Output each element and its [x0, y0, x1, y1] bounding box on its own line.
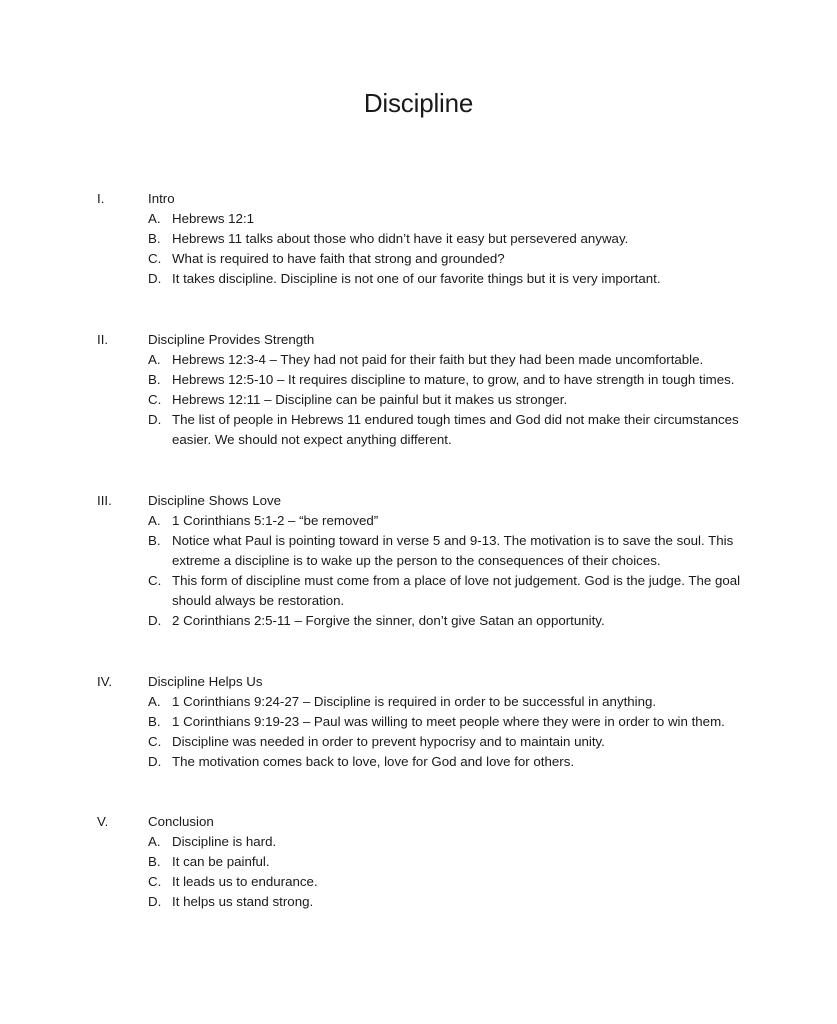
item-letter: B.	[148, 231, 161, 246]
section-heading: Intro	[148, 191, 175, 206]
item-text: 1 Corinthians 9:24-27 – Discipline is required in order to be successful in anything.	[172, 694, 657, 709]
item-letter: D.	[148, 412, 162, 427]
item-letter: B.	[148, 714, 161, 729]
item-text: Notice what Paul is pointing toward in verse 5 and 9-13. The motivation is to save the soul. This extreme a discipline is to wake up the person to the consequences of their choices.	[172, 533, 734, 568]
item-text: 1 Corinthians 9:19-23 – Paul was willing to meet people where they were in order to win them.	[172, 714, 725, 729]
item-letter: D.	[148, 613, 162, 628]
outline-item	[148, 209, 778, 229]
item-text: Hebrews 12:1	[172, 211, 255, 226]
item-text: This form of discipline must come from a place of love not judgement. God is the judge. The goal should always be restoration.	[172, 573, 741, 608]
item-letter: A.	[148, 834, 161, 849]
item-letter: C.	[148, 573, 162, 588]
outline-item	[148, 852, 778, 872]
outline-item	[148, 752, 778, 772]
section-numeral: III.	[97, 493, 112, 508]
outline-item	[148, 571, 778, 611]
item-letter: A.	[148, 352, 161, 367]
outline-item	[148, 872, 778, 892]
section-heading: Discipline Helps Us	[148, 674, 263, 689]
item-text: The list of people in Hebrews 11 endured tough times and God did not make their circumstances easier. We should not expect anything different.	[172, 412, 739, 447]
item-text: Hebrews 12:3-4 – They had not paid for their faith but they had been made uncomfortable.	[172, 352, 704, 367]
section-heading: Conclusion	[148, 814, 214, 829]
outline-item	[148, 269, 778, 289]
item-text: Hebrews 12:5-10 – It requires discipline to mature, to grow, and to have strength in tough times.	[172, 372, 735, 387]
item-text: Discipline is hard.	[172, 834, 277, 849]
section-heading: Discipline Shows Love	[148, 493, 282, 508]
outline-item	[148, 732, 778, 752]
section-items	[148, 692, 778, 772]
item-letter: C.	[148, 251, 162, 266]
item-letter: D.	[148, 271, 162, 286]
item-text: Hebrews 12:11 – Discipline can be painful but it makes us stronger.	[172, 392, 568, 407]
section-numeral: IV.	[97, 674, 113, 689]
outline-item	[148, 370, 778, 390]
section-items	[148, 350, 778, 450]
item-text: It helps us stand strong.	[172, 894, 314, 909]
outline-item	[148, 531, 778, 571]
item-letter: A.	[148, 694, 161, 709]
item-text: 2 Corinthians 2:5-11 – Forgive the sinner, don’t give Satan an opportunity.	[172, 613, 605, 628]
item-letter: B.	[148, 854, 161, 869]
section-heading: Discipline Provides Strength	[148, 332, 315, 347]
outline-item	[148, 892, 778, 912]
item-letter: D.	[148, 754, 162, 769]
item-text: It takes discipline. Discipline is not one of our favorite things but it is very important.	[172, 271, 661, 286]
item-text: What is required to have faith that strong and grounded?	[172, 251, 505, 266]
section-items	[148, 511, 778, 631]
item-letter: C.	[148, 392, 162, 407]
outline-item	[148, 350, 778, 370]
item-letter: D.	[148, 894, 162, 909]
outline-item	[148, 410, 778, 450]
section-numeral: V.	[97, 814, 109, 829]
outline-item	[148, 229, 778, 249]
item-text: The motivation comes back to love, love for God and love for others.	[172, 754, 575, 769]
item-text: 1 Corinthians 5:1-2 – “be removed”	[172, 513, 379, 528]
item-letter: A.	[148, 211, 161, 226]
item-letter: B.	[148, 372, 161, 387]
outline-item	[148, 249, 778, 269]
outline-item	[148, 692, 778, 712]
section-items	[148, 209, 778, 289]
item-text: It leads us to endurance.	[172, 874, 318, 889]
item-text: Hebrews 11 talks about those who didn’t have it easy but persevered anyway.	[172, 231, 629, 246]
item-text: Discipline was needed in order to prevent hypocrisy and to maintain unity.	[172, 734, 605, 749]
outline-item	[148, 712, 778, 732]
item-letter: C.	[148, 734, 162, 749]
item-letter: C.	[148, 874, 162, 889]
section-numeral: I.	[97, 191, 105, 206]
outline-item	[148, 611, 778, 631]
section-items	[148, 832, 778, 912]
item-letter: B.	[148, 533, 161, 548]
outline-item	[148, 511, 778, 531]
item-letter: A.	[148, 513, 161, 528]
outline-item	[148, 832, 778, 852]
section-numeral: II.	[97, 332, 109, 347]
outline-item	[148, 390, 778, 410]
item-text: It can be painful.	[172, 854, 270, 869]
page-title: Discipline	[363, 88, 474, 118]
